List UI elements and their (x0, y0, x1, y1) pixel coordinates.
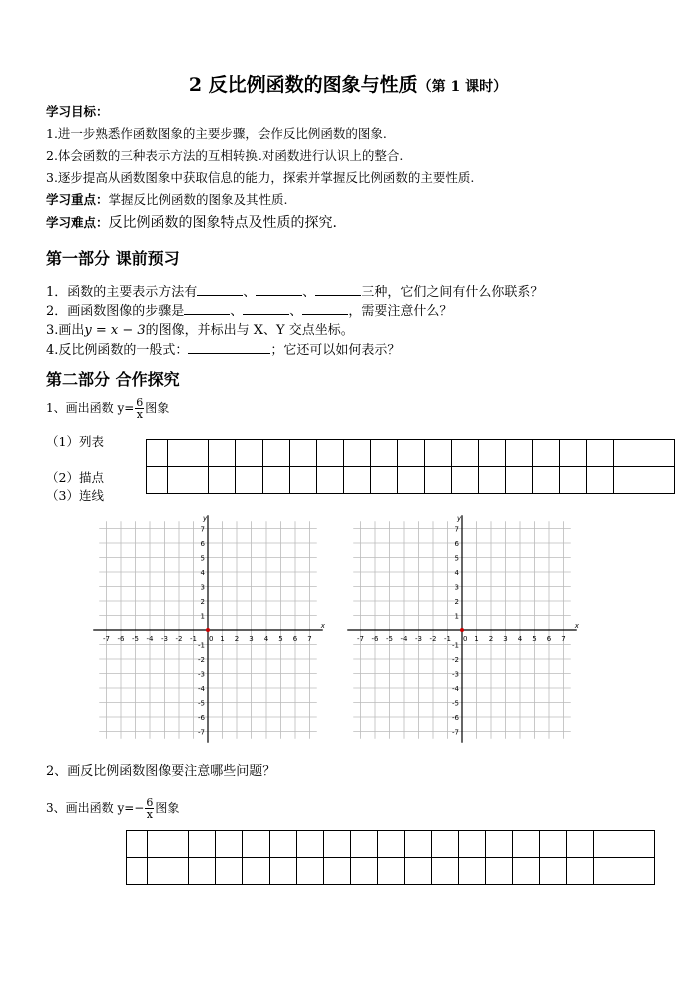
table-cell[interactable] (270, 831, 297, 858)
y-tick-label: 6 (200, 540, 205, 548)
q2-sep-1: 、 (230, 304, 244, 319)
y-tick-label: -4 (452, 685, 459, 693)
difficulty-text: 反比例函数的图象特点及性质的探究. (108, 215, 337, 231)
y-tick-label: -1 (198, 641, 205, 650)
table-cell[interactable] (297, 858, 324, 885)
table-cell[interactable] (351, 858, 378, 885)
x-tick-label: -1 (444, 635, 451, 643)
ex1-text-b: 图象 (145, 401, 170, 415)
table-cell[interactable] (567, 858, 594, 885)
table-cell[interactable] (216, 831, 243, 858)
table-cell[interactable] (344, 440, 371, 467)
table-cell[interactable] (614, 467, 675, 494)
step-2-plot: （2）描点 (46, 470, 104, 485)
x-tick-label: 1 (474, 635, 479, 643)
origin-dot (460, 628, 464, 632)
q1-text-a: 1．函数的主要表示方法有 (46, 285, 198, 300)
table-cell[interactable] (236, 467, 263, 494)
part2-heading: 第二部分 合作探究 (46, 370, 180, 389)
y-tick-label: -3 (198, 670, 205, 679)
table-cell[interactable] (459, 831, 486, 858)
y-tick-label: 5 (200, 554, 205, 563)
q2-blank-3[interactable] (302, 302, 348, 315)
y-tick-label: 1 (454, 612, 459, 621)
table-cell[interactable] (168, 467, 209, 494)
origin-dot (206, 628, 210, 632)
objective-2: 2.体会函数的三种表示方法的互相转换.对函数进行认识上的整合. (46, 148, 404, 163)
x-tick-label: 5 (278, 635, 283, 643)
exercise-3 (46, 797, 179, 820)
x-tick-label: -2 (175, 635, 183, 643)
ex1-numerator: 6 (136, 396, 144, 409)
table-cell[interactable] (317, 467, 344, 494)
x-tick-label: -5 (386, 635, 393, 643)
x-tick-label: 2 (488, 635, 494, 643)
table-cell[interactable] (148, 858, 189, 885)
table-cell[interactable] (432, 858, 459, 885)
table-cell[interactable] (486, 858, 513, 885)
exercise-1 (46, 397, 169, 420)
objective-1: 1.进一步熟悉作函数图象的主要步骤，会作反比例函数的图象. (46, 126, 387, 141)
table-cell[interactable] (398, 467, 425, 494)
y-axis-label: y (457, 514, 462, 523)
x-tick-label: 3 (503, 635, 508, 643)
y-tick-label: -3 (452, 670, 459, 679)
y-tick-label: 3 (200, 583, 205, 592)
q1-blank-1[interactable] (197, 283, 243, 296)
value-table-1 (146, 439, 675, 494)
table-cell[interactable] (452, 440, 479, 467)
question-2-notes: 2、画反比例函数图像要注意哪些问题？ (46, 764, 276, 779)
table-cell[interactable] (506, 440, 533, 467)
table-cell[interactable] (567, 831, 594, 858)
table-cell[interactable] (405, 831, 432, 858)
table-cell[interactable] (594, 858, 655, 885)
y-tick-label: 7 (200, 525, 205, 534)
difficulty (46, 212, 337, 232)
y-tick-label: 2 (200, 598, 205, 606)
x-tick-label: -3 (415, 635, 422, 643)
table-cell[interactable] (486, 831, 513, 858)
table-cell[interactable] (324, 858, 351, 885)
y-tick-label: -5 (198, 699, 205, 708)
x-tick-label: 7 (307, 635, 312, 643)
table-cell[interactable] (540, 831, 567, 858)
y-tick-label: -7 (452, 728, 459, 737)
origin-label: 0 (209, 635, 214, 643)
table-cell[interactable] (147, 440, 168, 467)
x-tick-label: -2 (429, 635, 437, 643)
table-cell[interactable] (317, 440, 344, 467)
q2-blank-2[interactable] (243, 302, 289, 315)
table-row (127, 858, 655, 885)
objectives-heading: 学习目标： (46, 104, 109, 119)
q1-text-b: 三种，它们之间有什么你联系？ (361, 285, 544, 300)
ex3-denominator: x (146, 808, 153, 821)
table-cell[interactable] (479, 467, 506, 494)
table-cell[interactable] (189, 831, 216, 858)
x-tick-label: 3 (249, 635, 254, 643)
table-cell[interactable] (425, 467, 452, 494)
q3-text-b: 的图像，并标出与 X、Y 交点坐标。 (145, 323, 354, 338)
table-cell[interactable] (351, 831, 378, 858)
y-tick-label: -2 (198, 656, 205, 664)
table-cell[interactable] (587, 440, 614, 467)
q4-text-b: ；它还可以如何表示？ (270, 343, 401, 358)
table-cell[interactable] (236, 440, 263, 467)
value-table-2 (126, 830, 655, 885)
y-tick-label: 4 (454, 569, 459, 577)
x-tick-label: -7 (103, 635, 110, 643)
q1-sep-1: 、 (243, 285, 257, 300)
step-1-list: （1）列表 (46, 434, 104, 449)
table-cell[interactable] (506, 467, 533, 494)
table-row (147, 467, 675, 494)
x-tick-label: -4 (400, 635, 408, 643)
table-cell[interactable] (344, 467, 371, 494)
table-cell[interactable] (189, 858, 216, 885)
table-cell[interactable] (533, 467, 560, 494)
table-cell[interactable] (127, 831, 148, 858)
key-point-text: 掌握反比例函数的图象及其性质. (108, 192, 288, 207)
y-tick-label: 3 (454, 583, 459, 592)
table-cell[interactable] (263, 467, 290, 494)
q2-text-b: ，需要注意什么？ (348, 304, 453, 319)
table-cell[interactable] (290, 440, 317, 467)
x-tick-label: 6 (546, 635, 552, 643)
ex1-text-a: 1、画出函数 y= (46, 401, 135, 415)
table-cell[interactable] (378, 858, 405, 885)
y-tick-label: -7 (198, 728, 205, 737)
x-tick-label: -5 (132, 635, 139, 643)
q2-text-a: 2．画函数图像的步骤是 (46, 304, 185, 319)
title-sub: （第 1 课时） (417, 79, 508, 95)
question-2 (46, 300, 452, 319)
y-tick-label: 6 (454, 540, 459, 548)
table-cell[interactable] (270, 858, 297, 885)
table-cell[interactable] (378, 831, 405, 858)
table-cell[interactable] (405, 858, 432, 885)
y-tick-label: 1 (200, 612, 205, 621)
y-tick-label: -4 (198, 685, 205, 693)
table-cell[interactable] (371, 467, 398, 494)
table-cell[interactable] (614, 440, 675, 467)
table-cell[interactable] (263, 440, 290, 467)
table-cell[interactable] (148, 831, 189, 858)
x-tick-label: 1 (220, 635, 225, 643)
ex3-text-a: 3、画出函数 y=− (46, 801, 145, 815)
x-tick-label: -7 (357, 635, 364, 643)
y-tick-label: -6 (452, 714, 459, 722)
q1-blank-2[interactable] (256, 283, 302, 296)
q3-text-a: 3.画出 (46, 323, 85, 338)
table-cell[interactable] (216, 858, 243, 885)
part1-heading: 第一部分 课前预习 (46, 249, 180, 268)
table-cell[interactable] (209, 440, 236, 467)
x-tick-label: 2 (234, 635, 240, 643)
key-point (46, 190, 288, 208)
q3-equation: y = x − 3 (84, 323, 146, 338)
y-tick-label: 5 (454, 554, 459, 563)
table-cell[interactable] (560, 440, 587, 467)
ex3-numerator: 6 (146, 796, 154, 809)
table-cell[interactable] (459, 858, 486, 885)
coordinate-grid-2[interactable] (342, 504, 582, 746)
ex3-text-b: 图象 (155, 801, 180, 815)
table-cell[interactable] (432, 831, 459, 858)
q2-sep-2: 、 (289, 304, 303, 319)
table-cell[interactable] (168, 440, 209, 467)
y-tick-label: -6 (198, 714, 205, 722)
difficulty-label: 学习难点： (46, 215, 109, 230)
table-cell[interactable] (533, 440, 560, 467)
table-cell[interactable] (243, 858, 270, 885)
page-title (0, 70, 696, 97)
x-tick-label: -1 (190, 635, 197, 643)
table-cell[interactable] (209, 467, 236, 494)
question-1 (46, 281, 543, 300)
question-4 (46, 339, 400, 358)
table-cell[interactable] (297, 831, 324, 858)
x-tick-label: 5 (532, 635, 537, 643)
key-point-label: 学习重点： (46, 192, 109, 207)
table-cell[interactable] (452, 467, 479, 494)
table-cell[interactable] (127, 858, 148, 885)
table-cell[interactable] (147, 467, 168, 494)
x-tick-label: 4 (517, 635, 523, 643)
x-tick-label: 4 (263, 635, 269, 643)
q1-blank-3[interactable] (315, 283, 361, 296)
y-tick-label: -2 (452, 656, 459, 664)
y-axis-label: y (203, 514, 208, 523)
table-cell[interactable] (479, 440, 506, 467)
origin-label: 0 (463, 635, 468, 643)
y-tick-label: 4 (200, 569, 205, 577)
x-tick-label: 6 (292, 635, 298, 643)
table-cell[interactable] (594, 831, 655, 858)
table-cell[interactable] (540, 858, 567, 885)
table-cell[interactable] (324, 831, 351, 858)
y-tick-label: 2 (454, 598, 459, 606)
coordinate-grid-1[interactable] (88, 504, 328, 746)
table-cell[interactable] (425, 440, 452, 467)
y-tick-label: -1 (452, 641, 459, 650)
objective-3: 3.逐步提高从函数图象中获取信息的能力，探索并掌握反比例函数的主要性质. (46, 170, 475, 185)
table-cell[interactable] (587, 467, 614, 494)
ex1-fraction (135, 397, 144, 420)
q4-text-a: 4.反比例函数的一般式： (46, 343, 189, 358)
step-3-connect: （3）连线 (46, 488, 104, 503)
table-cell[interactable] (513, 831, 540, 858)
x-tick-label: -3 (161, 635, 168, 643)
table-cell[interactable] (560, 467, 587, 494)
question-3 (46, 319, 354, 338)
table-row (127, 831, 655, 858)
x-tick-label: -6 (371, 635, 379, 643)
x-axis-label: x (574, 622, 579, 630)
table-cell[interactable] (513, 858, 540, 885)
x-axis-label: x (320, 622, 325, 630)
y-tick-label: 7 (454, 525, 459, 534)
x-tick-label: -6 (117, 635, 125, 643)
table-cell[interactable] (371, 440, 398, 467)
table-cell[interactable] (398, 440, 425, 467)
x-tick-label: -4 (146, 635, 154, 643)
ex1-denominator: x (136, 408, 143, 421)
title-main: 2 反比例函数的图象与性质 (188, 74, 418, 96)
x-tick-label: 7 (561, 635, 566, 643)
y-tick-label: -5 (452, 699, 459, 708)
ex3-fraction (145, 797, 154, 820)
table-row (147, 440, 675, 467)
table-cell[interactable] (243, 831, 270, 858)
table-cell[interactable] (290, 467, 317, 494)
q4-blank[interactable] (188, 341, 270, 354)
q2-blank-1[interactable] (184, 302, 230, 315)
q1-sep-2: 、 (302, 285, 316, 300)
